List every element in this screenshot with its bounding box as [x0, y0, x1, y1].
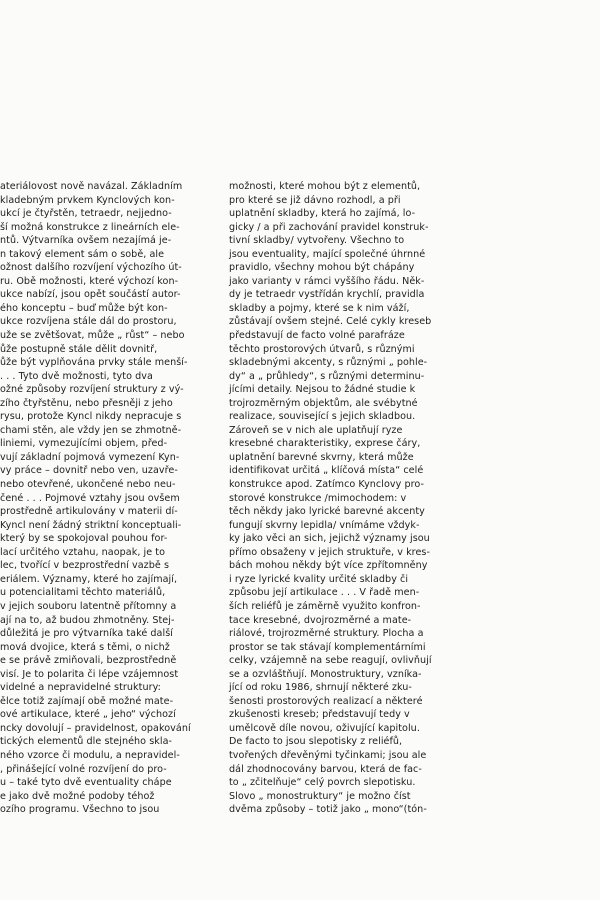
- text-line: ky jako věci an sich, jejichž významy jsou: [229, 533, 430, 545]
- text-line: prostředně artikulovány v materii dí-: [0, 506, 178, 518]
- text-line: . . . Tyto dvě možnosti, tyto dva: [0, 370, 153, 382]
- text-line: ají na to, až budou zhmotněny. Stej-: [0, 614, 175, 626]
- text-line: ůže postupně stále dělit dovnitř,: [0, 343, 158, 355]
- text-line: důležitá je pro výtvarníka také další: [0, 628, 173, 640]
- text-line: zkušenosti kreseb; představují tedy v: [229, 709, 410, 721]
- text-line: způsobu její artikulace . . . V řadě men-: [229, 587, 420, 599]
- text-line: ší možná konstrukce z lineárních ele-: [0, 221, 180, 233]
- text-line: ého konceptu – buď může být kon-: [0, 302, 168, 314]
- text-line: storové konstrukce /mimochodem: v: [229, 492, 407, 504]
- text-line: prostor se tak stávají komplementárními: [229, 641, 426, 653]
- text-line: jící od roku 1986, shrnují některé zku-: [229, 682, 412, 694]
- text-line: uže se zvětšovat, může „ růst“ – nebo: [0, 330, 185, 342]
- text-line: ších reliéfů je záměrně využito konfron-: [229, 600, 421, 612]
- text-line: dy je tetraedr vystřídán krychlí, pravidla: [229, 289, 425, 301]
- text-line: pravidlo, všechny mohou být chápány: [229, 262, 415, 274]
- text-line: ateriálovost nově navázal. Základním: [0, 181, 183, 192]
- text-line: skladebnými akcenty, s různými „ pohle-: [229, 357, 428, 369]
- text-line: lec, tvořící v bezprostřední vazbě s: [0, 560, 170, 572]
- text-line: e se právě zmiňovali, bezprostředně: [0, 655, 177, 667]
- text-line: ukce rozvíjena stále dál do prostoru,: [0, 316, 177, 328]
- text-line: ůže být vyplňována prvky stále menší-: [0, 357, 188, 369]
- text-line: přímo obsaženy v jejich struktuře, v kres-: [229, 546, 430, 558]
- text-line: zůstávají ovšem stejné. Celé cykly kreseb: [229, 316, 432, 328]
- text-line: uplatnění barevné skvrny, která může: [229, 451, 414, 463]
- text-line: liniemi, vymezujícími objem, před-: [0, 438, 168, 450]
- text-line: umělcově díle novou, oživující kapitolu.: [229, 722, 420, 734]
- text-line: Zároveň se v nich ale uplatňují ryze: [229, 424, 403, 436]
- text-line: možnosti, které mohou být z elementů,: [229, 181, 421, 192]
- text-line: ncky dovolují – pravidelnost, opakování: [0, 722, 191, 734]
- text-line: lací určitého vztahu, naopak, je to: [0, 546, 166, 558]
- text-line: ožné způsoby rozvíjení struktury z vý-: [0, 384, 184, 396]
- text-line: pro které se již dávno rozhodl, a při: [229, 194, 401, 206]
- text-line: dy“ a „ průhledy“, s různými determinu-: [229, 370, 425, 382]
- text-line: těchto prostorových útvarů, s různými: [229, 343, 415, 355]
- text-line: to „ zčitelňuje“ celý povrch slepotisku.: [229, 777, 416, 789]
- text-line: čené . . . Pojmové vztahy jsou ovšem: [0, 492, 180, 504]
- text-line: konstrukce apod. Zatímco Kynclovy pro-: [229, 479, 424, 491]
- text-line: skladby a pojmy, které se k nim váží,: [229, 302, 410, 314]
- text-line: jícími detaily. Nejsou to žádné studie k: [229, 384, 416, 396]
- text-line: realizace, související s jejich skladbou.: [229, 411, 416, 423]
- text-line: identifikovat určitá „ klíčová místa“ celé: [229, 465, 424, 477]
- text-line: videlné a nepravidelné struktury:: [0, 682, 161, 694]
- text-line: Kyncl není žádný striktní konceptuali-: [0, 519, 182, 531]
- left-text-column: [0, 180, 200, 817]
- text-line: ru. Obě možnosti, které výchozí kon-: [0, 275, 179, 287]
- text-line: rysu, protože Kyncl nikdy nepracuje s: [0, 411, 182, 423]
- text-line: ové artikulace, které „ jeho“ výchozí: [0, 709, 176, 721]
- text-line: tivní skladby/ vytvořeny. Všechno to: [229, 235, 405, 247]
- text-line: kladebným prvkem Kynclových kon-: [0, 194, 175, 206]
- text-line: ělce totiž zajímají obě možné mate-: [0, 695, 174, 707]
- text-line: ukcí je čtyřstěn, tetraedr, nejjedno-: [0, 208, 172, 220]
- text-line: uplatnění skladby, která ho zajímá, lo-: [229, 208, 416, 220]
- text-line: dál zhodnocovány barvou, která de fac-: [229, 763, 422, 775]
- text-line: Slovo „ monostruktury“ je možno číst: [229, 790, 411, 802]
- text-line: ného vzorce či modulu, a nepravidel-: [0, 749, 180, 761]
- text-line: gicky / a při zachování pravidel konstruk-: [229, 221, 429, 233]
- text-line: vy práce – dovnitř nebo ven, uzavře-: [0, 465, 178, 477]
- text-line: u – také tyto dvě eventuality chápe: [0, 777, 172, 789]
- text-line: n takový element sám o sobě, ale: [0, 248, 165, 260]
- text-line: celky, vzájemně na sebe reagují, ovlivňují: [229, 655, 432, 667]
- text-line: šenosti prostorových realizací a některé: [229, 695, 423, 707]
- text-line: mová dvojice, která s těmi, o nichž: [0, 641, 170, 653]
- text-line: visí. Je to polarita či lépe vzájemnost: [0, 668, 179, 680]
- right-text-column: [229, 180, 432, 817]
- text-line: fungují skvrny lepidla/ vnímáme vždyk-: [229, 519, 420, 531]
- text-line: v jejich souboru latentně přítomny a: [0, 600, 177, 612]
- text-line: vují základní pojmová vymezení Kyn-: [0, 451, 180, 463]
- text-line: kresebné charakteristiky, exprese čáry,: [229, 438, 421, 450]
- text-line: jako varianty v rámci vyššího řádu. Něk-: [229, 275, 425, 287]
- text-line: těch někdy jako lyrické barevné akcenty: [229, 506, 425, 518]
- text-line: dvěma způsoby – totiž jako „ mono“(tón-: [229, 804, 427, 816]
- text-line: u potencialitami těchto materiálů,: [0, 587, 166, 599]
- text-line: nebo otevřené, ukončené nebo neu-: [0, 479, 176, 491]
- text-line: ukce nabízí, jsou opět součástí autor-: [0, 289, 181, 301]
- text-line: se a ozvláštňují. Monostruktury, vzníka-: [229, 668, 422, 680]
- text-line: De facto to jsou slepotisky z reliéfů,: [229, 736, 403, 748]
- text-line: i ryze lyrické kvality určité skladby či: [229, 573, 409, 585]
- text-line: bách mohou někdy být více zpřítomněny: [229, 560, 428, 572]
- text-line: ožnost dalšího rozvíjení výchozího út-: [0, 262, 182, 274]
- text-line: chami stěn, ale vždy jen se zhmotně-: [0, 424, 182, 436]
- text-line: ozího programu. Všechno to jsou: [0, 804, 160, 816]
- text-line: jsou eventuality, mající společné úhrnné: [229, 248, 426, 260]
- text-line: , přinášející volné rozvíjení do pro-: [0, 763, 167, 775]
- text-line: tace kresebné, dvojrozměrné a mate-: [229, 614, 412, 626]
- text-line: ntů. Výtvarníka ovšem nezajímá je-: [0, 235, 172, 247]
- text-line: který by se spokojoval pouhou for-: [0, 533, 168, 545]
- text-line: e jako dvě možné podoby téhož: [0, 790, 155, 802]
- text-line: zího čtyřstěnu, nebo přesněji z jeho: [0, 397, 173, 409]
- text-line: tvořených dřevěnými tyčinkami; jsou ale: [229, 749, 427, 761]
- text-line: eriálem. Významy, které ho zajímají,: [0, 573, 178, 585]
- text-line: trojrozměrným objektům, ale svébytné: [229, 397, 418, 409]
- text-line: představují de facto volné parafráze: [229, 330, 405, 342]
- text-line: tických elementů dle stejného skla-: [0, 736, 173, 748]
- text-line: riálové, trojrozměrné struktury. Plocha a: [229, 628, 424, 640]
